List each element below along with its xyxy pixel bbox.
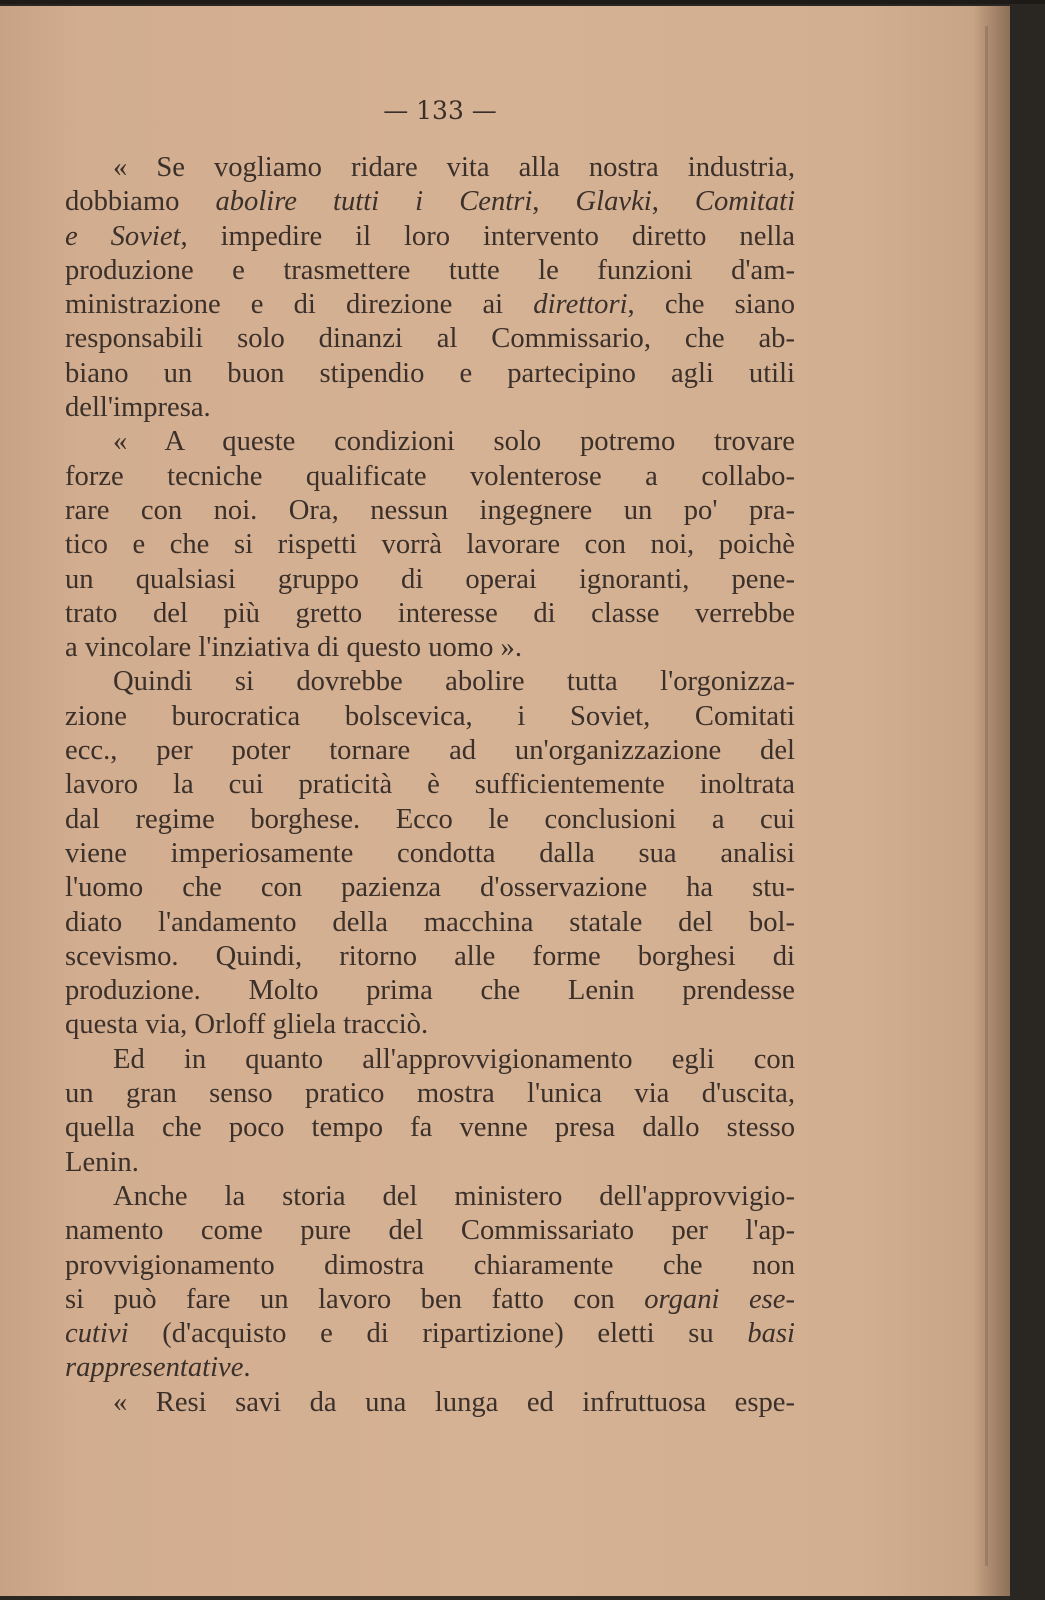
text-run: dal regime borghese. Ecco le conclusioni a cui: [65, 803, 795, 835]
text-run: .: [243, 1352, 251, 1384]
body-text: [65, 151, 795, 1420]
text-run: quella che poco tempo fa venne presa dallo stesso: [65, 1112, 795, 1144]
text-run: zione burocratica bolscevica, i Soviet, Comitati: [65, 700, 795, 732]
text-line: [65, 974, 795, 1008]
text-run: rare con noi. Ora, nessun ingegnere un po' pra-: [65, 494, 795, 526]
text-run: ,: [651, 186, 695, 218]
text-line: [65, 871, 795, 905]
text-run: namento come pure del Commissariato per l'ap-: [65, 1215, 795, 1247]
italic-text: e Soviet: [65, 220, 181, 252]
italic-text: basi: [747, 1318, 795, 1350]
text-run: diato l'andamento della macchina statale del bol-: [65, 906, 795, 938]
text-run: viene imperiosamente condotta dalla sua analisi: [65, 837, 795, 869]
italic-text: Glavki: [575, 186, 652, 218]
italic-text: Comitati: [694, 186, 795, 218]
text-line: [65, 1317, 795, 1351]
text-line: [65, 1386, 795, 1420]
text-line: [65, 494, 795, 528]
text-run: un gran senso pratico mostra l'unica via d'uscita,: [65, 1078, 795, 1110]
italic-text: cutivi: [65, 1318, 129, 1350]
text-run: provvigionamento dimostra chiaramente che non: [65, 1249, 795, 1281]
italic-text: rappresentative: [65, 1352, 244, 1384]
text-run: Ed in quanto all'approvvigionamento egli con: [113, 1043, 795, 1075]
text-run: un qualsiasi gruppo di operai ignoranti, pene-: [65, 563, 795, 595]
text-line: [65, 906, 795, 940]
text-line: [65, 597, 795, 631]
text-line: [65, 1249, 795, 1283]
text-run: responsabili solo dinanzi al Commissario, che ab-: [65, 323, 795, 355]
text-line: [65, 665, 795, 699]
italic-text: direttori: [533, 289, 628, 321]
text-run: trato del più gretto interesse di classe verrebbe: [65, 597, 795, 629]
text-run: l'uomo che con pazienza d'osservazione ha stu-: [65, 872, 795, 904]
page-edge-shadow: [974, 6, 1010, 1596]
text-line: [65, 1214, 795, 1248]
text-line: [65, 460, 795, 494]
text-line: [65, 357, 795, 391]
text-run: ecc., per poter tornare ad un'organizzazione del: [65, 735, 795, 767]
text-run: ministrazione e di direzione ai: [65, 289, 534, 321]
text-run: questa via, Orloff gliela tracciò.: [65, 1009, 429, 1041]
text-run: forze tecniche qualificate volenterose a collabo-: [65, 460, 795, 492]
text-run: tico e che si rispetti vorrà lavorare con noi, poichè: [65, 529, 795, 561]
text-run: lavoro la cui praticità è sufficientemente inoltrata: [65, 769, 795, 801]
text-run: produzione e trasmettere tutte le funzioni d'am-: [65, 254, 795, 286]
text-run: (d'acquisto e di ripartizione) eletti su: [128, 1318, 748, 1350]
text-run: ,: [532, 186, 576, 218]
text-run: Anche la storia del ministero dell'approvvigio-: [113, 1180, 795, 1212]
text-line: [65, 185, 795, 219]
text-line: [65, 254, 795, 288]
text-line: [65, 1111, 795, 1145]
text-run: Lenin.: [65, 1146, 139, 1178]
text-line: [65, 528, 795, 562]
text-run: dell'impresa.: [65, 392, 211, 424]
text-run: dobbiamo: [65, 186, 216, 218]
text-run: , che siano: [627, 289, 795, 321]
italic-text: abolire tutti i Centri: [215, 186, 533, 218]
scan-top-border: [0, 0, 1045, 4]
text-line: [65, 1180, 795, 1214]
text-line: [65, 151, 795, 185]
page-number: — 133 —: [383, 96, 497, 125]
text-run: Quindi si dovrebbe abolire tutta l'orgonizza-: [113, 666, 795, 698]
text-run: « A queste condizioni solo potremo trovare: [113, 426, 795, 458]
text-line: [65, 425, 795, 459]
text-run: a vincolare l'inziativa di questo uomo ».: [65, 632, 522, 664]
text-line: [65, 837, 795, 871]
text-line: [65, 1283, 795, 1317]
text-line: [65, 1043, 795, 1077]
text-line: [65, 1077, 795, 1111]
text-line: [65, 391, 795, 425]
text-run: si può fare un lavoro ben fatto con: [65, 1283, 645, 1315]
text-run: « Se vogliamo ridare vita alla nostra industria,: [113, 152, 795, 183]
text-line: [65, 220, 795, 254]
text-run: produzione. Molto prima che Lenin prendesse: [65, 975, 795, 1007]
text-line: [65, 1008, 795, 1042]
text-line: [65, 734, 795, 768]
text-line: [65, 940, 795, 974]
text-line: [65, 768, 795, 802]
text-run: « Resi savi da una lunga ed infruttuosa espe-: [113, 1386, 795, 1418]
text-line: [65, 631, 795, 665]
text-run: scevismo. Quindi, ritorno alle forme borghesi di: [65, 940, 795, 972]
text-run: , impedire il loro intervento diretto nella: [180, 220, 795, 252]
text-line: [65, 700, 795, 734]
italic-text: organi ese-: [644, 1283, 795, 1315]
text-line: [65, 563, 795, 597]
text-line: [65, 803, 795, 837]
text-run: biano un buon stipendio e partecipino agli utili: [65, 357, 795, 389]
book-page: [0, 6, 1010, 1596]
binding-edge: [985, 26, 988, 1566]
text-line: [65, 322, 795, 356]
text-line: [65, 288, 795, 322]
text-line: [65, 1146, 795, 1180]
text-line: [65, 1351, 795, 1385]
